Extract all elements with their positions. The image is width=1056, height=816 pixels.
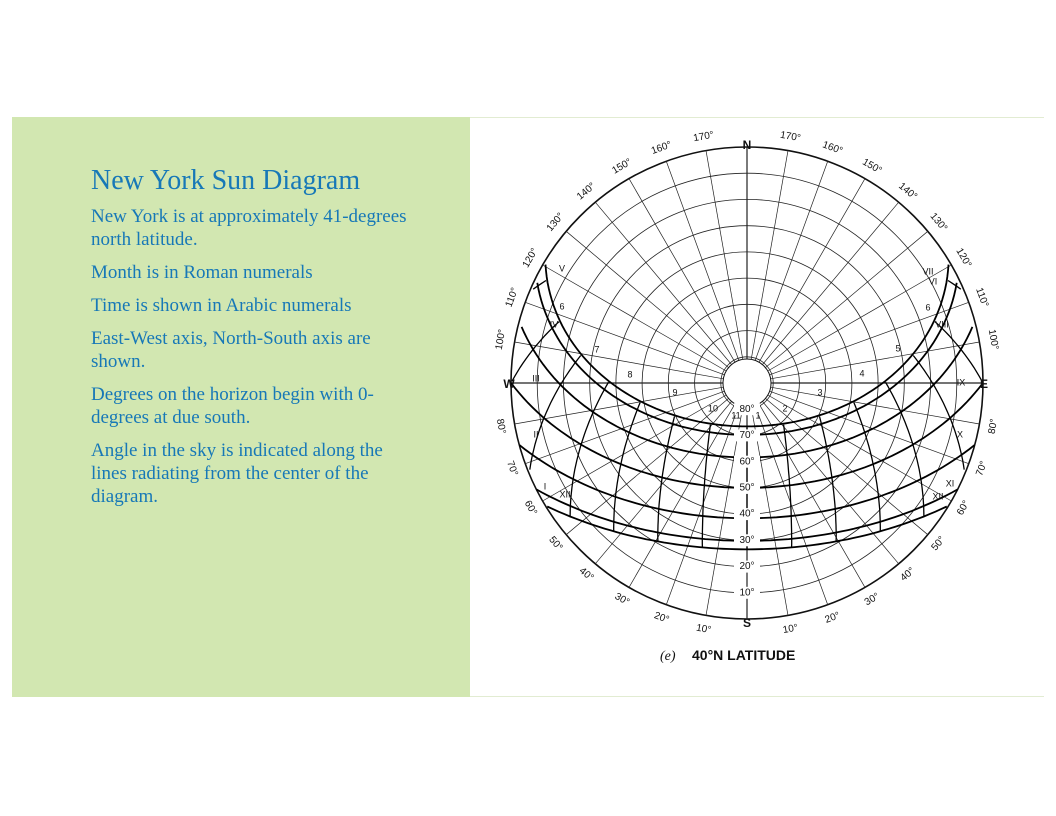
hour-line	[533, 281, 546, 290]
month-label: X	[956, 429, 964, 440]
month-label: V	[558, 263, 566, 274]
azimuth-label: 100°	[493, 328, 509, 351]
azimuth-line	[595, 202, 731, 364]
bullet-time: Time is shown in Arabic numerals	[91, 295, 352, 316]
altitude-label: 20°	[739, 561, 755, 573]
azimuth-label: 130°	[927, 210, 950, 234]
azimuth-label: 50°	[929, 534, 948, 554]
month-label: IV	[549, 319, 559, 330]
hour-label: 11	[731, 410, 741, 421]
north-label: N	[742, 138, 752, 152]
hour-label: 3	[817, 387, 823, 398]
band-border-top	[470, 117, 1044, 118]
azimuth-label: 100°	[985, 328, 1001, 351]
azimuth-label: 170°	[779, 129, 802, 145]
month-label: XII	[932, 491, 944, 502]
azimuth-line	[751, 151, 788, 360]
altitude-label: 80°	[739, 403, 755, 415]
zenith-circle	[723, 359, 771, 407]
azimuth-line	[765, 231, 927, 367]
azimuth-label: 30°	[612, 591, 632, 609]
azimuth-line	[771, 342, 980, 379]
altitude-label: 30°	[739, 534, 755, 546]
caption-letter: (e)	[660, 649, 676, 664]
month-label: VIII	[935, 319, 949, 330]
azimuth-label: 170°	[692, 129, 715, 145]
azimuth-label: 110°	[973, 286, 991, 309]
azimuth-label: 150°	[610, 156, 634, 177]
altitude-label: 10°	[739, 587, 755, 599]
month-label: VI	[928, 276, 938, 287]
azimuth-label: 40°	[898, 565, 918, 584]
caption-text: 40°N LATITUDE	[692, 647, 796, 663]
band-border-bottom	[470, 696, 1044, 697]
bullet-sky-angle: Angle in the sky is indicated along the lines radiating from the center of the diagram.	[91, 440, 383, 507]
azimuth-line	[759, 404, 865, 588]
bullet-list	[91, 205, 421, 518]
bullet-latitude: New York is at approximately 41-degrees north latitude.	[91, 206, 407, 250]
azimuth-line	[629, 179, 735, 363]
azimuth-line	[706, 151, 743, 360]
slide-title: New York Sun Diagram	[91, 165, 361, 196]
azimuth-label: 60°	[521, 498, 539, 518]
hour-label: 10	[707, 403, 719, 414]
azimuth-label: 40°	[576, 565, 596, 584]
hour-label: 1	[755, 410, 761, 421]
azimuth-label: 70°	[974, 459, 990, 478]
south-label: S	[742, 616, 752, 630]
altitude-label: 70°	[739, 430, 755, 442]
hour-line	[935, 322, 982, 382]
azimuth-label: 10°	[782, 622, 799, 637]
hour-line	[512, 322, 559, 382]
month-label: XII	[559, 489, 571, 500]
hour-label: 9	[672, 387, 678, 398]
azimuth-label: 160°	[820, 139, 845, 157]
hour-label: 5	[895, 343, 901, 354]
azimuth-label: 130°	[544, 210, 567, 234]
month-label: III	[532, 373, 540, 384]
hour-label: 7	[594, 344, 600, 355]
bullet-months: Month is in Roman numerals	[91, 262, 313, 283]
azimuth-label: 70°	[504, 459, 520, 478]
azimuth-label: 120°	[520, 246, 541, 270]
azimuth-label: 50°	[546, 534, 565, 554]
azimuth-label: 80°	[493, 418, 508, 435]
hour-label: 2	[782, 403, 788, 414]
azimuth-line	[515, 342, 724, 379]
east-label: E	[979, 377, 989, 391]
hour-label: 6	[925, 302, 931, 313]
altitude-label: 60°	[739, 456, 755, 468]
month-label: XI	[945, 478, 955, 489]
azimuth-label: 110°	[503, 286, 521, 309]
month-label: I	[543, 481, 547, 492]
bullet-horizon-degrees: Degrees on the horizon begin with 0-degrees at due south.	[91, 384, 374, 428]
altitude-label: 40°	[739, 508, 755, 520]
azimuth-line	[762, 202, 901, 364]
sun-path-figure	[470, 117, 1044, 697]
text-panel	[12, 117, 470, 697]
azimuth-label: 150°	[860, 156, 884, 177]
month-label: IX	[956, 377, 966, 388]
hour-line	[948, 281, 961, 290]
hour-label: 4	[859, 368, 865, 379]
azimuth-label: 60°	[955, 498, 973, 518]
azimuth-label: 140°	[574, 180, 598, 203]
azimuth-line	[759, 179, 865, 363]
azimuth-label: 160°	[649, 139, 674, 157]
west-label: W	[503, 377, 515, 391]
azimuth-label: 20°	[652, 610, 671, 626]
azimuth-label: 10°	[695, 622, 712, 637]
azimuth-label: 140°	[896, 180, 920, 203]
azimuth-line	[629, 404, 735, 588]
azimuth-label: 120°	[953, 246, 974, 270]
bullet-axes: East-West axis, North-South axis are shown.	[91, 328, 371, 372]
hour-label: 6	[559, 301, 565, 312]
month-label: VII	[922, 266, 934, 277]
azimuth-label: 30°	[862, 591, 882, 609]
month-label: II	[533, 429, 539, 440]
azimuth-label: 20°	[823, 610, 842, 626]
azimuth-line	[566, 231, 728, 367]
hour-label: 8	[627, 369, 633, 380]
azimuth-label: 80°	[986, 418, 1001, 435]
sun-path-diagram	[470, 117, 1044, 697]
altitude-label: 50°	[739, 482, 755, 494]
